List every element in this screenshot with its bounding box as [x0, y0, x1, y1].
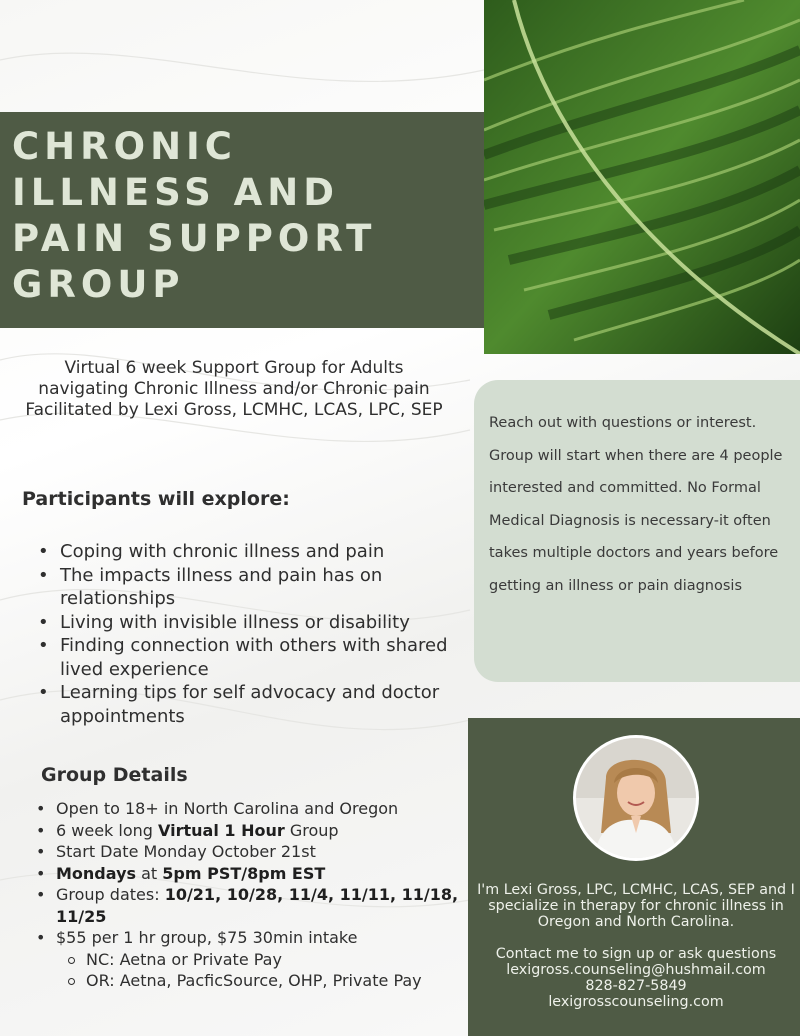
- explore-list: [36, 540, 456, 728]
- explore-item: • Coping with chronic illness and pain: [36, 540, 456, 564]
- bio-phone[interactable]: 828-827-5849: [585, 978, 687, 994]
- start-date-text: Start Date Monday October 21st: [56, 842, 316, 861]
- dates-bold: 10/21, 10/28, 11/4, 11/11, 11/18, 11/25: [56, 885, 459, 926]
- insurance-nc: NC: Aetna or Private Pay: [56, 949, 466, 971]
- portrait-image: [576, 738, 696, 858]
- day-at: at: [136, 863, 163, 883]
- detail-eligibility: [36, 798, 466, 820]
- bio-email[interactable]: lexigross.counseling@hushmail.com: [506, 962, 766, 978]
- intro-block: [24, 358, 444, 421]
- leaf-photo: [484, 0, 800, 354]
- details-list: [36, 798, 466, 992]
- detail-length: [36, 820, 466, 842]
- bio-website[interactable]: lexigrosscounseling.com: [548, 994, 724, 1010]
- explore-item: • Living with invisible illness or disability: [36, 611, 456, 635]
- bio-cta: Contact me to sign up or ask questions: [495, 946, 777, 962]
- explore-item: • Finding connection with others with shared lived experience: [36, 634, 456, 681]
- detail-cost: [36, 927, 466, 992]
- intro-description: Virtual 6 week Support Group for Adults navigating Chronic Illness and/or Chronic pain: [38, 358, 430, 399]
- length-bold: Virtual 1 Hour: [158, 820, 285, 840]
- insurance-or: OR: Aetna, PacficSource, OHP, Private Pay: [56, 970, 466, 992]
- day-bold: Mondays: [56, 863, 137, 883]
- details-heading: Group Details: [41, 764, 188, 786]
- eligibility-text: Open to 18+ in North Carolina and Oregon: [56, 799, 399, 818]
- contact-card-text: Reach out with questions or interest. Group will start when there are 4 people interested and committed. No Formal Medical Diagnosis is necessary-it often takes multiple doctors and years before getting an illness or pain diagnosis: [489, 415, 783, 594]
- bio-intro: I'm Lexi Gross, LPC, LCMHC, LCAS, SEP and I specialize in therapy for chronic illness in Oregon and North Carolina.: [477, 882, 795, 930]
- explore-item: • The impacts illness and pain has on relationships: [36, 564, 456, 611]
- leaf-image: [484, 0, 800, 354]
- bio-text: [474, 882, 798, 1010]
- time-bold: 5pm PST/8pm EST: [162, 863, 326, 883]
- length-prefix: 6 week long: [56, 820, 159, 840]
- dates-prefix: Group dates:: [56, 885, 165, 904]
- page-title: CHRONIC ILLNESS AND PAIN SUPPORT GROUP: [12, 125, 377, 306]
- insurance-list: [56, 949, 466, 992]
- detail-schedule: [36, 863, 466, 885]
- cost-text: $55 per 1 hr group, $75 30min intake: [56, 928, 358, 947]
- detail-start-date: [36, 841, 466, 863]
- explore-item: • Learning tips for self advocacy and doctor appointments: [36, 681, 456, 728]
- intro-facilitator: Facilitated by Lexi Gross, LCMHC, LCAS, LPC, SEP: [25, 400, 443, 420]
- length-suffix: Group: [284, 820, 339, 840]
- explore-heading: Participants will explore:: [22, 488, 290, 510]
- bio-spacer: [474, 930, 798, 946]
- avatar: [576, 738, 696, 858]
- detail-dates: [36, 884, 466, 927]
